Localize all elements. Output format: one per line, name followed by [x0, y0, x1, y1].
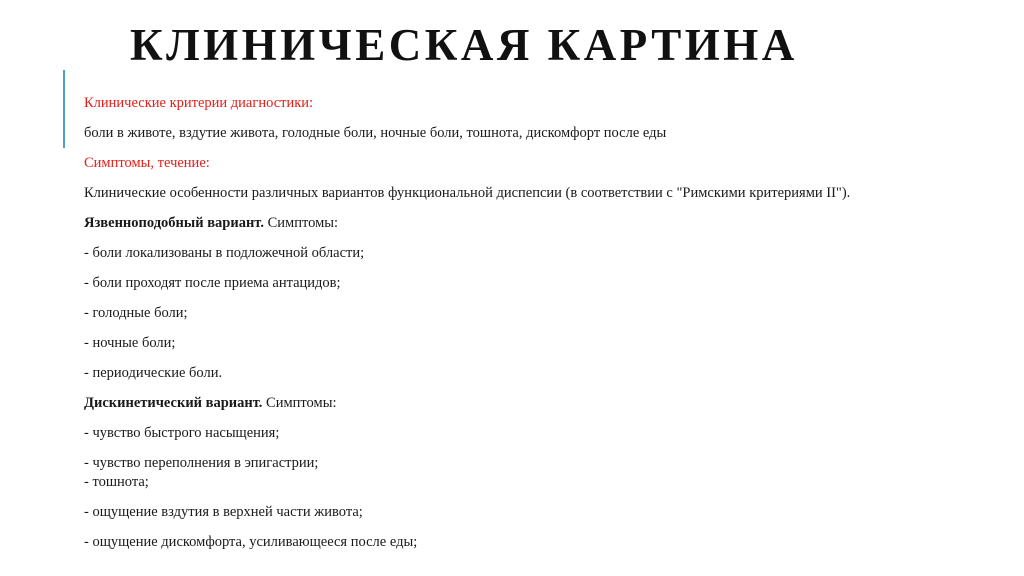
- criteria-heading: Клинические критерии диагностики:: [84, 95, 314, 111]
- dyskinetic-item-1: - чувство быстрого насыщения;: [84, 425, 280, 441]
- dyskinetic-variant-line: [84, 394, 914, 413]
- ulcer-item-4: - ночные боли;: [84, 335, 176, 351]
- slide-title: КЛИНИЧЕСКАЯ КАРТИНА: [130, 20, 798, 70]
- dyskinetic-variant-name: Дискинетический вариант.: [84, 395, 263, 411]
- ulcer-item-2: - боли проходят после приема антацидов;: [84, 275, 341, 291]
- dyskinetic-variant-suffix: Симптомы:: [262, 395, 337, 411]
- dyskinetic-item-4: - ощущение вздутия в верхней части живота;: [84, 504, 363, 520]
- dyskinetic-item-3: - тошнота;: [84, 474, 149, 490]
- ulcer-item-1: - боли локализованы в подложечной области;: [84, 245, 365, 261]
- ulcer-item-3: - голодные боли;: [84, 305, 188, 321]
- accent-bar: [63, 70, 65, 148]
- intro-text: Клинические особенности различных вариантов функциональной диспепсии (в соответствии с "Римскими критериями II").: [84, 185, 851, 201]
- dyskinetic-item-2: - чувство переполнения в эпигастрии;: [84, 455, 319, 471]
- ulcer-variant-name: Язвенноподобный вариант.: [84, 215, 264, 231]
- ulcer-variant-line: [84, 214, 914, 233]
- symptoms-heading: Симптомы, течение:: [84, 155, 210, 171]
- ulcer-variant-suffix: Симптомы:: [263, 215, 339, 231]
- dyskinetic-item-5: - ощущение дискомфорта, усиливающееся после еды;: [84, 534, 418, 550]
- slide-content: [84, 94, 914, 552]
- ulcer-item-5: - периодические боли.: [84, 365, 223, 381]
- criteria-text: боли в животе, вздутие живота, голодные боли, ночные боли, тошнота, дискомфорт после еды: [84, 125, 667, 141]
